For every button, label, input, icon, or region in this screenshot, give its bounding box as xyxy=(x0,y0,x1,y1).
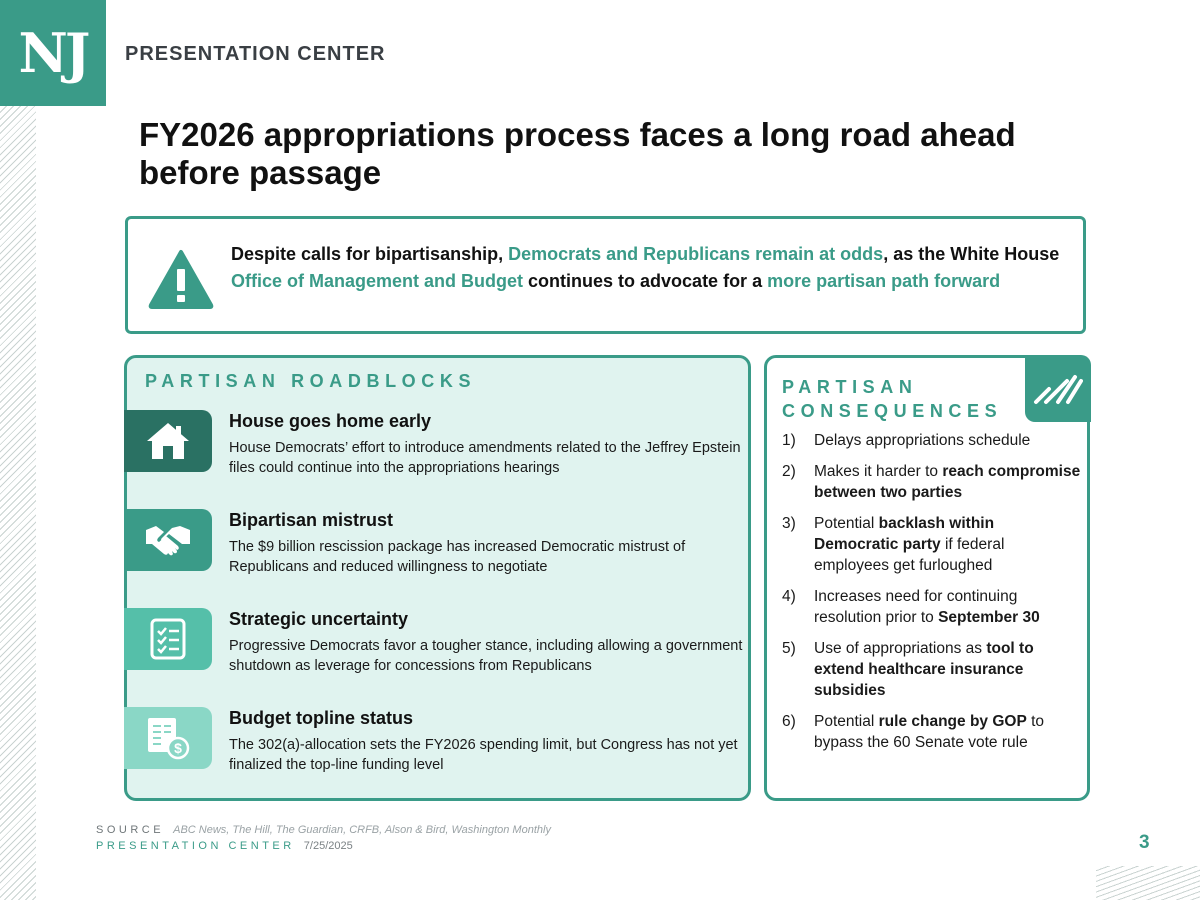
roadblock-title: Strategic uncertainty xyxy=(229,609,409,629)
roadblock-title: Bipartisan mistrust xyxy=(229,510,394,530)
slash-lines-icon xyxy=(1025,355,1091,422)
page-number: 3 xyxy=(1139,832,1150,853)
left-stripe-decoration xyxy=(0,0,36,900)
alert-segment: Despite calls for bipartisanship, xyxy=(231,244,509,264)
alert-highlight: more partisan path forward xyxy=(767,271,1001,291)
budget-document-icon xyxy=(124,707,212,769)
alert-highlight: Democrats and Republicans remain at odds xyxy=(508,244,884,264)
list-emphasis: September 30 xyxy=(938,609,1040,626)
house-icon xyxy=(124,410,212,472)
roadblock-desc: House Democrats’ effort to introduce amendments related to the Jeffrey Epstein files could continue into the appropriations hearings xyxy=(229,440,741,476)
bottom-right-stripe-decoration xyxy=(1096,866,1200,900)
list-item xyxy=(782,638,1082,701)
logo-text: NJ xyxy=(18,21,88,85)
source-line xyxy=(96,824,551,836)
list-item xyxy=(782,513,1082,576)
list-text: Makes it harder to xyxy=(814,463,943,480)
list-emphasis: rule change by GOP xyxy=(878,713,1027,730)
footer-date: 7/25/2025 xyxy=(303,840,353,852)
roadblock-desc: The $9 billion rescission package has increased Democratic mistrust of Republicans and reduced willingness to negotiate xyxy=(229,539,686,575)
list-text: Use of appropriations as xyxy=(814,640,987,657)
handshake-icon xyxy=(124,509,212,571)
source-text: ABC News, The Hill, The Guardian, CRFB, Alson & Bird, Washington Monthly xyxy=(173,824,551,836)
list-text: to bypass the 60 Senate vote rule xyxy=(814,713,1045,751)
list-number: 5) xyxy=(782,640,796,657)
consequences-panel xyxy=(764,355,1090,801)
alert-segment: continues to advocate for a xyxy=(523,271,768,291)
list-text: if federal employees get furloughed xyxy=(814,536,1005,574)
list-item xyxy=(782,430,1082,451)
roadblock-title: House goes home early xyxy=(229,411,432,431)
alert-text xyxy=(231,241,1071,295)
list-emphasis: tool to extend healthcare insurance subsidies xyxy=(814,640,1034,699)
list-item xyxy=(782,586,1082,628)
nj-logo xyxy=(0,0,106,106)
list-number: 4) xyxy=(782,588,796,605)
list-text: Potential xyxy=(814,713,879,730)
source-label: SOURCE xyxy=(96,824,165,836)
roadblock-item xyxy=(127,707,747,787)
roadblocks-panel xyxy=(124,355,751,801)
consequences-title: PARTISAN CONSEQUENCES xyxy=(782,377,1003,421)
roadblock-desc: Progressive Democrats favor a tougher stance, including allowing a government shutdown as leverage for concessions from Republicans xyxy=(229,638,743,674)
list-number: 1) xyxy=(782,432,796,449)
svg-text:$: $ xyxy=(174,740,182,756)
list-text: Delays appropriations schedule xyxy=(814,432,1031,449)
alert-highlight: Office of Management and Budget xyxy=(231,271,524,291)
page-title: FY2026 appropriations process faces a long road ahead before passage xyxy=(139,116,1016,191)
roadblock-item xyxy=(127,509,747,589)
roadblock-desc: The 302(a)-allocation sets the FY2026 spending limit, but Congress has not yet finalized the top-line funding level xyxy=(229,737,738,773)
list-number: 2) xyxy=(782,463,796,480)
brand-name: PRESENTATION CENTER xyxy=(125,43,386,65)
list-text: Increases need for continuing resolution prior to xyxy=(814,588,1018,626)
alert-segment: , as the White House xyxy=(883,244,1060,264)
roadblock-title: Budget topline status xyxy=(229,708,413,728)
consequences-list xyxy=(782,430,1082,763)
roadblock-item xyxy=(127,410,747,490)
center-line xyxy=(96,840,353,852)
list-item xyxy=(782,711,1082,753)
list-text: Potential xyxy=(814,515,879,532)
list-emphasis: reach compromise between two parties xyxy=(814,463,1081,501)
list-number: 3) xyxy=(782,515,796,532)
list-item xyxy=(782,461,1082,503)
warning-triangle-icon xyxy=(148,249,214,309)
center-label: PRESENTATION CENTER xyxy=(96,840,295,852)
list-number: 6) xyxy=(782,713,796,730)
list-emphasis: backlash within Democratic party xyxy=(814,515,995,553)
roadblock-item xyxy=(127,608,747,688)
checklist-icon xyxy=(124,608,212,670)
alert-callout xyxy=(125,216,1086,334)
roadblocks-title: PARTISAN ROADBLOCKS xyxy=(145,371,477,391)
